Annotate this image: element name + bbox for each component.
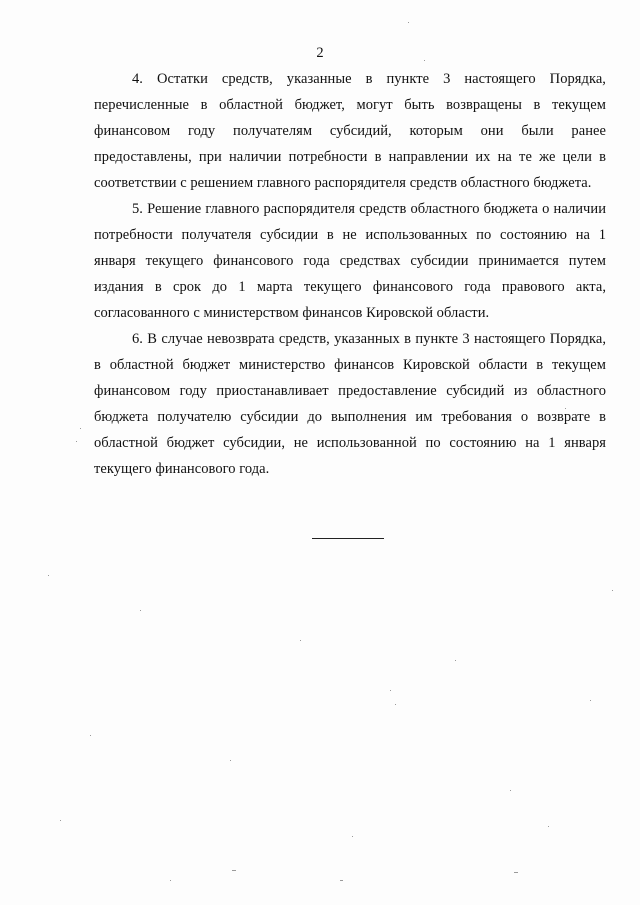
page-number: 2 [316,45,324,61]
paragraph-item-4: 4. Остатки средств, указанные в пункте 3 настоящего Порядка, перечисленные в областной бюджет, могут быть возвращены в текущем финансовом году получателям субсидий, которым они были ранее предоставлены, при наличии потребности в направлении их на те же цели в соответствии с решением главного распорядителя средств областного бюджета. [94,71,606,191]
paragraph-item-5: 5. Решение главного распорядителя средств областного бюджета о наличии потребности получателя субсидии в не использованных по состоянию на 1 января текущего финансового года средствах субсидии принимается путем издания в срок до 1 марта текущего финансового года правового акта, согласованного с министерством финансов Кировской области. [94,201,606,321]
paragraph-item-6: 6. В случае невозврата средств, указанных в пункте 3 настоящего Порядка, в областной бюджет министерство финансов Кировской области в текущем финансовом году приостанавливает предоставление субсидий из областного бюджета получателю субсидии до выполнения им требования о возврате в областной бюджет субсидии, не использованной по состоянию на 1 января текущего финансового года. [94,331,606,477]
end-separator-line [312,538,384,539]
document-body [94,66,606,482]
